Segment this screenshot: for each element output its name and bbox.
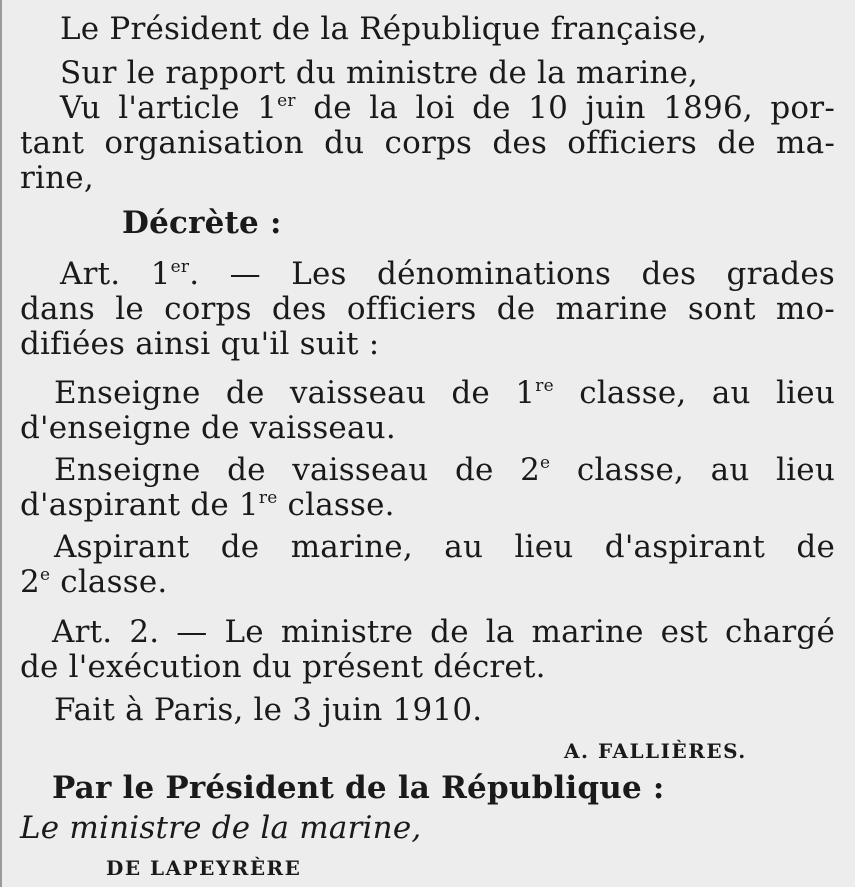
preamble-vu-line1: Vu l'article 1er de la loi de 10 juin 1896, por-	[60, 90, 835, 126]
grade-3-line1: Aspirant de marine, au lieu d'aspirant de	[54, 529, 835, 565]
article-1-line1: Art. 1er. — Les dénominations des grades	[60, 256, 835, 292]
signature-lapeyrere: DE LAPEYRÈRE	[106, 856, 302, 880]
preamble-rapport: Sur le rapport du ministre de la marine,	[60, 55, 699, 91]
grade-1-line1: Enseigne de vaisseau de 1re classe, au lieu	[54, 375, 835, 411]
grade-2-line2: d'aspirant de 1re classe.	[20, 487, 395, 523]
grade-2-line1: Enseigne de vaisseau de 2e classe, au lieu	[54, 452, 835, 488]
par-le-president: Par le Président de la République :	[52, 770, 665, 806]
signature-fallieres: A. FALLIÈRES.	[564, 739, 747, 763]
preamble-vu-line2: tant organisation du corps des officiers de ma-	[20, 125, 835, 161]
article-1-line2: dans le corps des officiers de marine sont mo-	[20, 291, 835, 327]
grade-1-line2: d'enseigne de vaisseau.	[20, 410, 396, 446]
article-2-line2: de l'exécution du présent décret.	[20, 649, 546, 685]
decrete-heading: Décrète :	[122, 205, 282, 241]
article-1-line3: difiées ainsi qu'il suit :	[20, 326, 380, 362]
grade-3-line2: 2e classe.	[20, 564, 168, 600]
preamble-president: Le Président de la République française,	[60, 11, 708, 47]
ministre-title: Le ministre de la marine,	[20, 810, 422, 846]
preamble-vu-line3: rine,	[20, 160, 94, 196]
article-2-line1: Art. 2. — Le ministre de la marine est chargé	[52, 614, 835, 650]
fait-a-paris: Fait à Paris, le 3 juin 1910.	[54, 692, 483, 728]
